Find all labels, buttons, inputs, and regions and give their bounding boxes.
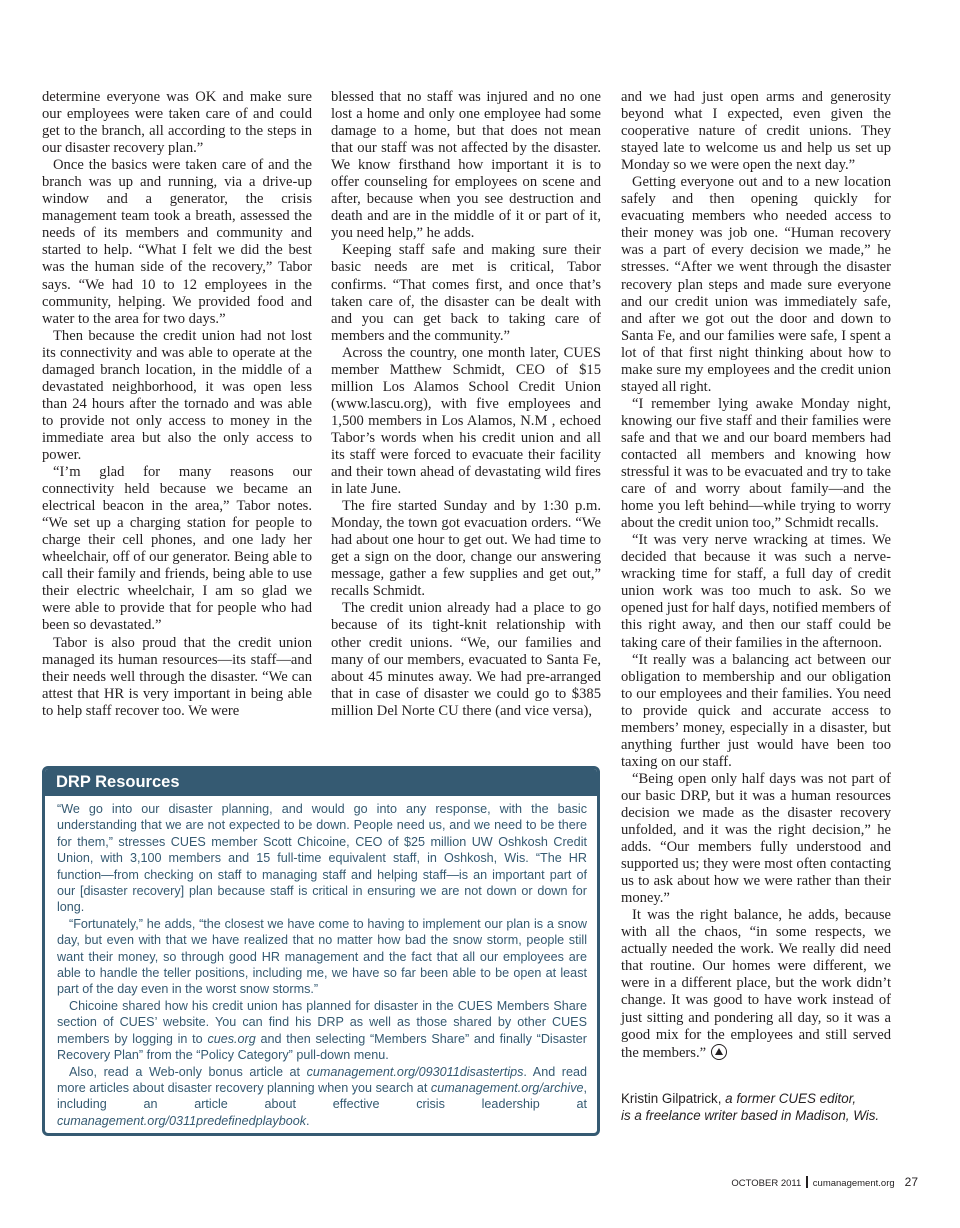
bonus-article-link[interactable]: cumanagement.org/093011disastertips [306,1064,524,1079]
paragraph: Tabor is also proud that the credit union managed its human resources—its staff—and their needs well through the disaster. “We can attest that HR is very important in being able to help staff recover too. We were [42,634,312,719]
sidebar-text: and then selecting “Members Share” and finally “Disaster Recovery Plan” from the “Policy Category” pull-down menu. [57,1031,587,1063]
paragraph: determine everyone was OK and make sure our employees were taken care of and could get to the branch, all according to the steps in our disaster recovery plan.” [42,89,312,157]
page-footer [731,1175,918,1189]
paragraph-text: It was the right balance, he adds, because with all the chaos, “in some respects, we actually needed the work. We really did need that routine. Our homes were different, we were in a different place, but the work didn’t change. It was good to have work instead of just sitting and pondering all day, so it was a good mix for the employees and still served the members.” [621,907,891,1061]
sidebar-text: Also, read a Web-only bonus article at [69,1064,307,1079]
paragraph: The credit union already had a place to go because of its tight-knit relationship with other credit unions. “We, our families and many of our members, evacuated to Santa Fe, about 45 minutes away. We had pre-arranged that in case of disaster we could go to $385 million Del Norte CU there (and vice versa), [331,600,601,719]
issue-date: OCTOBER 2011 [731,1178,802,1189]
sidebar-text: . [306,1113,310,1128]
author-name: Kristin Gilpatrick, [621,1090,722,1106]
sidebar-text: . And read more articles about disaster recovery planning when you search at [57,1064,587,1095]
author-bio-line-1: a former CUES editor, [721,1090,857,1106]
author-bio-line-2: is a freelance writer based in Madison, Wis. [621,1107,880,1123]
sidebar-paragraph: “We go into our disaster planning, and would go into any response, with the basic understanding that we are not expected to be down. People need us, and we need to be there for them,” stresses CUES member Scott Chicoine, CEO of $25 million UW Oshkosh Credit Union, with 3,100 members and 15 full-time equivalent staff, in Oshkosh, Wis. “The HR function—from checking on staff to managing staff and helping staff—is an important part of our [disaster recovery] plan because staff is critical in ensuring we are not down or down for long. [57,802,587,915]
author-byline [621,1090,891,1124]
paragraph: and we had just open arms and generosity beyond what I expected, even given the cooperative nature of credit unions. They stayed late to welcome us and help us set up Monday so we were open the next day.” [621,89,891,174]
article-column-3 [621,89,891,1124]
paragraph: Getting everyone out and to a new location safely and then opening quickly for evacuating members who needed access to their money was job one. “Human recovery was a part of every decision we made,” he stresses. “After we went through the disaster recovery plan steps and made sure everyone and our credit union was immediately safe, and after we got out the door and down to Santa Fe, and our families were safe, I spent a lot of that first night thinking about how to make sure my employees and the credit union stayed all right. [621,174,891,395]
paragraph: “I remember lying awake Monday night, knowing our five staff and their families were safe and that we and our board members had contacted all members and knowing how stressful it was to be evacuated and try to take care of and worry about family—and the home you left behind—while trying to worry about the credit union too,” Schmidt recalls. [621,395,891,532]
sidebar-paragraph [57,998,587,1064]
paragraph: “It was very nerve wracking at times. We decided that because it was such a nerve-wracking time for staff, a full day of credit union work was too much to ask. So we opened just for half days, notified members of this right away, and then our staff could be taking care of their families in the afternoon. [621,532,891,651]
paragraph: “Being open only half days was not part of our basic DRP, but it was a human resources decision we made as the disaster recovery unfolded, and it was the right decision,” he adds. “Our members fully understood and supported us; they were most often contacting us to ask about how we were rather than their money.” [621,770,891,907]
sidebar-body [45,796,597,1129]
article-column-1 [42,89,312,720]
paragraph: Then because the credit union had not lost its connectivity and was able to operate at the damaged branch location, in the middle of a devastated neighborhood, it was open less than 24 hours after the tornado and was able to provide not only access to money in the immediate area but also the only access to power. [42,327,312,463]
drp-resources-sidebar [42,766,600,1136]
sidebar-paragraph [57,1064,587,1130]
end-of-story-icon [711,1044,727,1060]
paragraph: The fire started Sunday and by 1:30 p.m. Monday, the town got evacuation orders. “We had about one hour to get out. We had time to get a sign on the door, change our answering message, gather a few supplies and get out,” recalls Schmidt. [331,498,601,600]
sidebar-paragraph: “Fortunately,” he adds, “the closest we have come to having to implement our plan is a snow day, but even with that we have realized that no matter how bad the snow storm, people still want their money, so through good HR management and the fact that all our employees are able to handle the teller positions, including me, we have so far been able to be open at least part of the day even in the worst snow storms.” [57,916,587,997]
page-number: 27 [904,1175,918,1189]
paragraph: “It really was a balancing act between our obligation to membership and our obligation to our employees and their families. You need to provide quick and accurate access to members’ money, especially in a disaster, but anything further just would have been too taxing on our staff. [621,651,891,770]
footer-divider [806,1176,808,1188]
paragraph: “I’m glad for many reasons our connectivity held because we became an electrical beacon in the area,” Tabor notes. “We set up a charging station for people to charge their cell phones, and one lady her wheelchair, off of our generator. Being able to call their family and friends, being able to use their electric wheelchair, I am so glad we were able to provide that for people who had been so devastated.” [42,464,312,634]
sidebar-text: Chicoine shared how his credit union has planned for disaster in the CUES Members Share section of CUES’ website. You can find his DRP as well as those shared by other CUES members by logging in to [57,998,587,1046]
site-url: cumanagement.org [812,1178,895,1189]
cues-link[interactable]: cues.org [207,1031,256,1046]
paragraph: Keeping staff safe and making sure their basic needs are met is critical, Tabor confirms. “That comes first, and once that’s taken care of, the disaster can be dealt with and you can get back to taking care of members and the community.” [331,242,601,344]
paragraph [621,907,891,1061]
sidebar-title: DRP Resources [45,769,597,796]
playbook-link[interactable]: cumanagement.org/0311predefinedplaybook [57,1113,307,1128]
paragraph: Once the basics were taken care of and the branch was up and running, via a drive-up window and a generator, the crisis management team took a breath, assessed the needs of its members and community and started to help. “What I felt we did the best was the human side of the recovery,” Tabor says. “We had 10 to 12 employees in the community, helping. We provided food and water to the area for two days.” [42,157,312,327]
paragraph: Across the country, one month later, CUES member Matthew Schmidt, CEO of $15 million Los Alamos School Credit Union (www.lascu.org), with five employees and 1,500 members in Los Alamos, N.M , echoed Tabor’s words when his credit union and all its staff were forced to evacuate their facility and their town ahead of devastating wild fires in late June. [331,344,601,498]
sidebar-text: , including an article about effective crisis leadership at [57,1080,587,1112]
paragraph: blessed that no staff was injured and no one lost a home and only one employee had some damage to a home, but that does not mean that our staff was not affected by the disaster. We know firsthand how important it is to offer counseling for employees on scene and after, because when you see destruction and death and are in the middle of it or part of it, you need help,” he adds. [331,89,601,242]
article-column-2 [331,89,601,720]
archive-link[interactable]: cumanagement.org/archive [430,1080,584,1095]
